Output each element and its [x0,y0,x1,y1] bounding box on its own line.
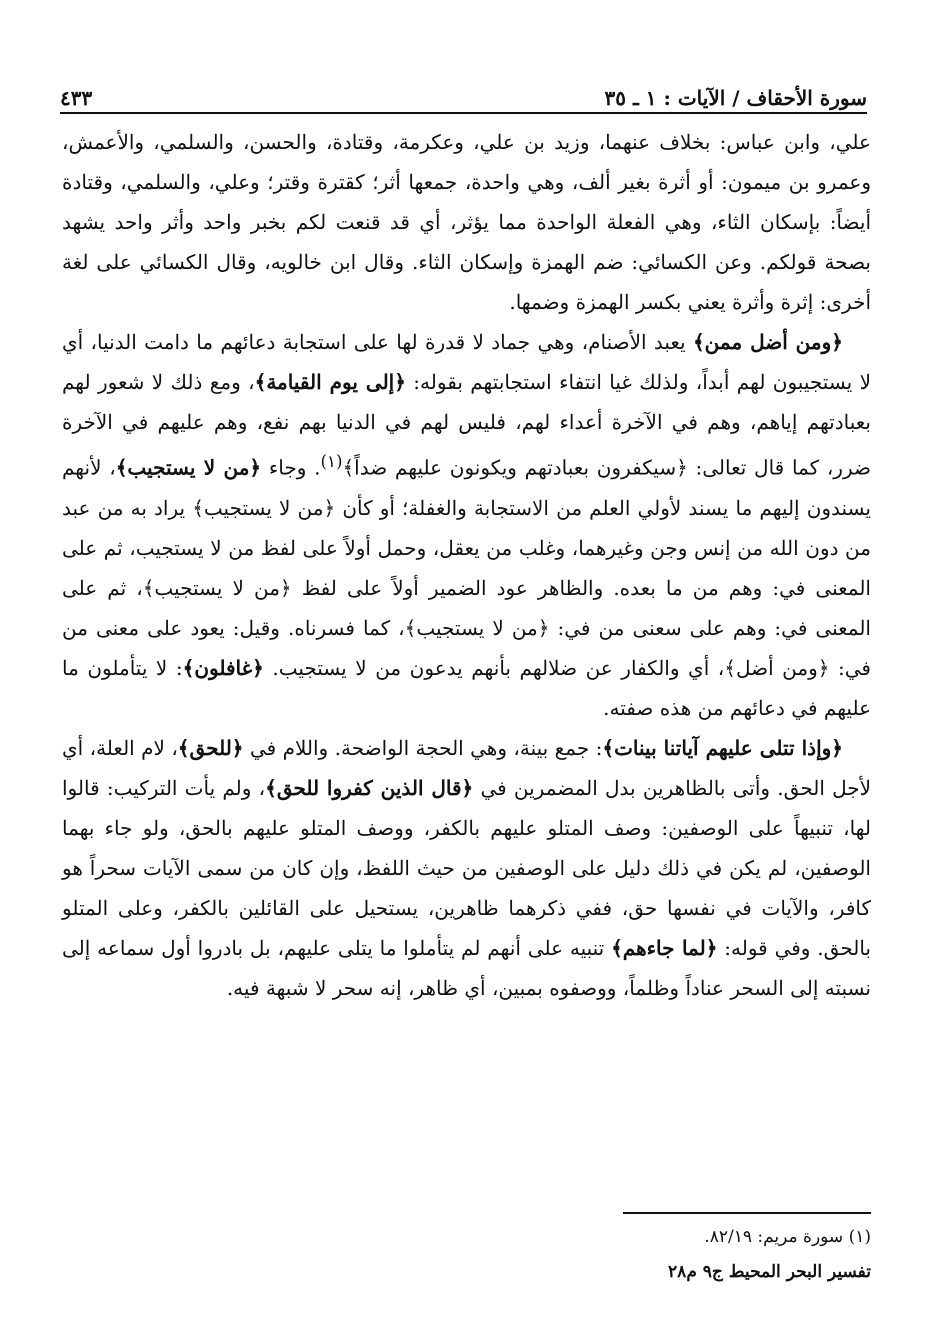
quran-quote: ﴿ومن أضل ممن﴾ [692,330,843,354]
text-run: ، ومع ذلك لا شعور لهم بعبادتهم إياهم، وهم في الآخرة أعداء لهم، فليس لهم في الدنيا بهم نفع، وهم عليهم في الآخرة ضرر، كما قال تعالى: ﴿سيكفرون بعبادتهم ويكونون عليهم ضداً﴾ [62,370,871,480]
footnote-marker: (١) [320,452,343,471]
header-title: سورة الأحقاف / الآيات : ١ ـ ٣٥ [604,86,867,110]
text-run: ، ولم يأت التركيب: قالوا لها، تنبيهاً على الوصفين: وصف المتلو عليهم بالكفر، ووصف المتلو عليهم بالحق، ولو جاء بهما الوصفين، لم يكن في ذلك دليل على الوصفين من حيث اللفظ، وإن كان من سمى الآيات سحراً هو كافر، والآيات في نفسها حق، ففي ذكرهما ظاهرين، يستحيل على القائلين بالكفر، وعلى المتلو بالحق. وفي قوله: [62,775,871,960]
page-number: ٤٣٣ [60,86,93,110]
text-run: . وجاء [261,455,321,480]
text-run: ، لام العلة، أي لأجل الحق. وأتى بالظاهرين بدل المضمرين في [62,735,871,800]
text-run: يعبد الأصنام، وهي جماد لا قدرة لها على استجابة دعائهم ما دامت الدنيا، أي لا يستجيبون لهم أبداً، ولذلك غيا انتفاء استجابتهم بقوله: [62,330,871,394]
paragraph-3 [62,728,871,1008]
quran-quote: ﴿لما جاءهم﴾ [611,935,718,960]
text-run: ، لأنهم يسندون إليهم ما يسند لأولي العلم من الاستجابة والغفلة؛ أو كأن ﴿من لا يستجيب﴾ يراد به من عبد من دون الله من إنس وجن وغيرهما، وغلب من يعقل، وحمل أولاً على لفظ من لا يستجيب، ثم على المعنى في: وهم من ما بعده. والظاهر عود الضمير أولاً على لفظ ﴿من لا يستجيب﴾، ثم على المعنى في: وهم على سعنى من في: ﴿من لا يستجيب﴾، كما فسرناه. وقيل: يعود على معنى من في: ﴿ومن أضل﴾، أي والكفار عن ضلالهم بأنهم يدعون من لا يستجيب. [62,455,871,680]
quran-quote: ﴿للحق﴾ [177,735,244,760]
body-text [62,122,871,1008]
quran-quote: ﴿إلى يوم القيامة﴾ [254,370,406,394]
quran-quote: ﴿من لا يستجيب﴾ [115,455,262,480]
quran-quote: ﴿وإذا تتلى عليهم آياتنا بينات﴾ [602,735,844,760]
running-header [60,78,867,114]
footer-signature: تفسير البحر المحيط ج٩ م٢٨ [668,1262,871,1282]
text-run: : لا يتأملون ما عليهم في دعائهم من هذه صفته. [62,655,871,720]
footnote-divider [623,1212,871,1214]
paragraph-1 [62,122,871,322]
quran-quote: ﴿غافلون﴾ [182,655,264,680]
quran-quote: ﴿قال الذين كفروا للحق﴾ [265,775,474,800]
footnote: (١) سورة مريم: ٨٢/١٩. [704,1227,871,1247]
text-run: تنبيه على أنهم لم يتأملوا ما يتلى عليهم، بل بادروا أول سماعه إلى نسبته إلى السحر عناداً وظلماً، ووصفوه بمبين، أي ظاهر، إنه سحر لا شبهة فيه. [62,935,871,1000]
text-run: علي، وابن عباس: بخلاف عنهما، وزيد بن علي، وعكرمة، وقتادة، والحسن، والسلمي، والأعمش، وعمرو بن ميمون: أو أثرة بغير ألف، وهي واحدة، جمعها أثر؛ كقترة وقتر؛ وعلي، والسلمي، وقتادة أيضاً: بإسكان الثاء، وهي الفعلة الواحدة مما يؤثر، أي قد قنعت لكم بخبر واحد وأثر واحد يشهد بصحة قولكم. وعن الكسائي: ضم الهمزة وإسكان الثاء. وقال ابن خالويه، وقال الكسائي على لغة أخرى: إثرة وأثرة يعني بكسر الهمزة وضمها. [62,130,871,314]
text-run: : جمع بينة، وهي الحجة الواضحة. واللام في [243,735,603,760]
paragraph-2 [62,322,871,728]
